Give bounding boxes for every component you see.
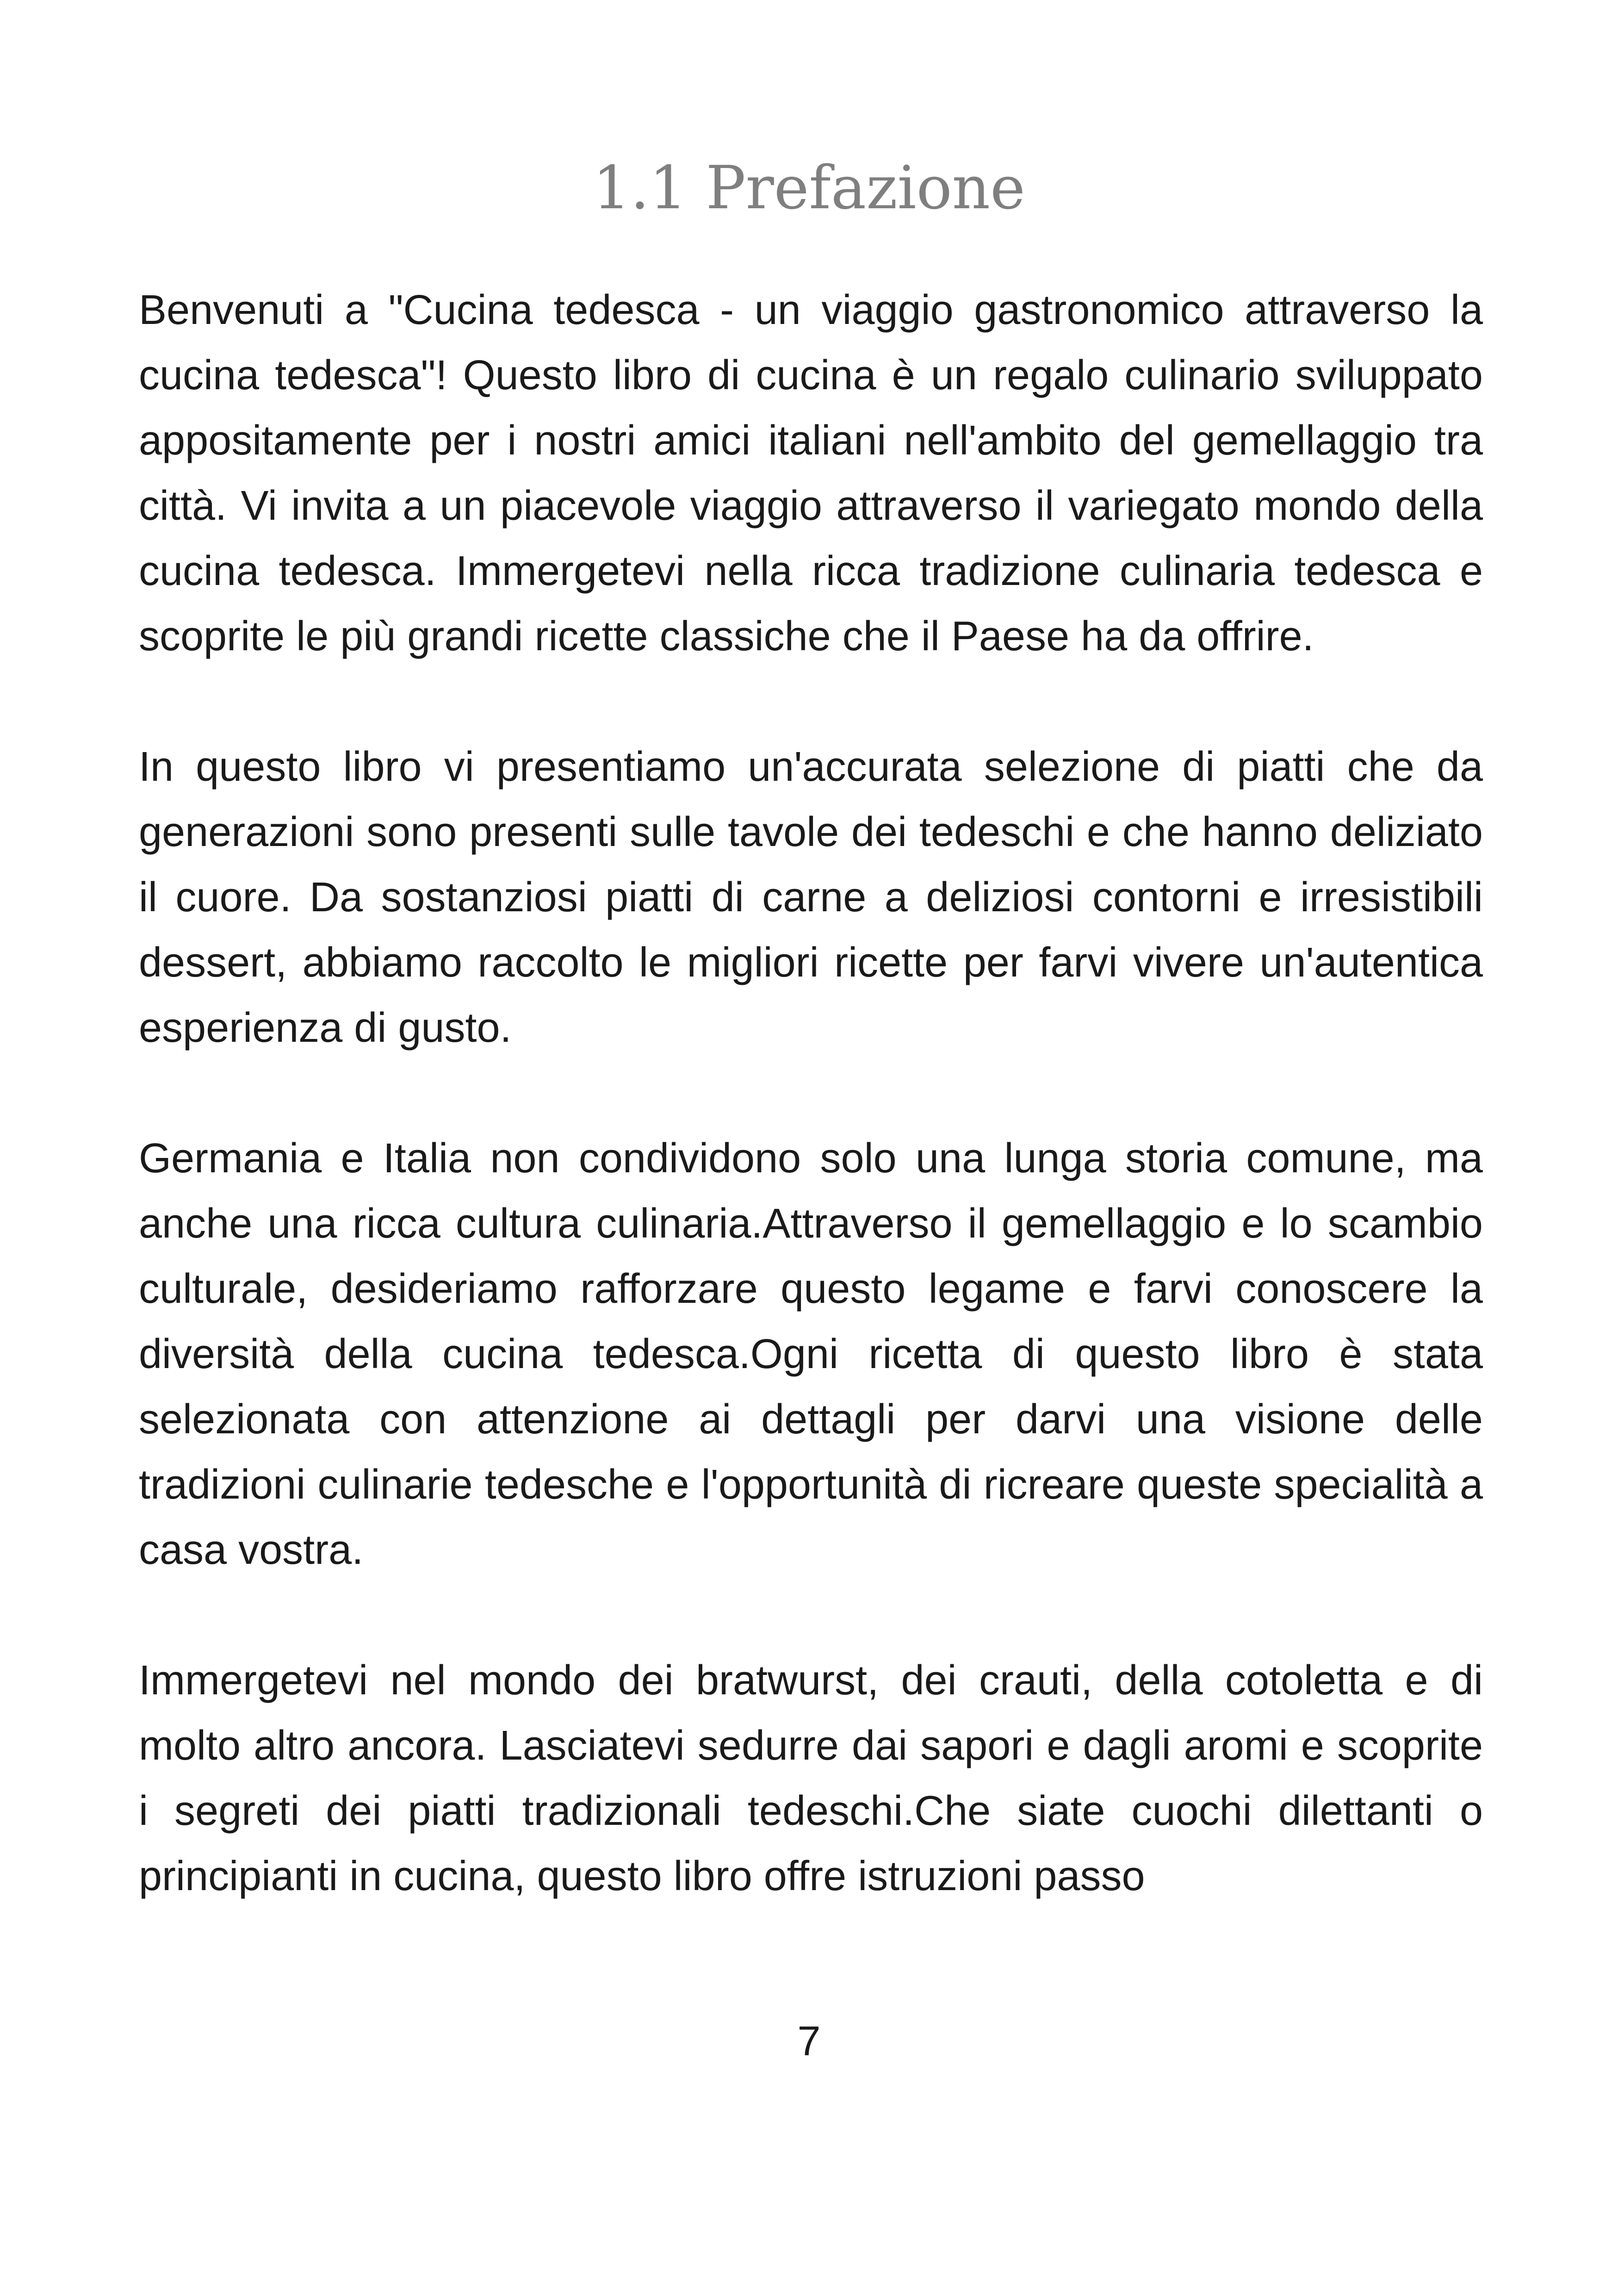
body-text xyxy=(139,278,1483,1909)
page-number: 7 xyxy=(797,2018,821,2065)
section-heading: 1.1 Prefazione xyxy=(593,154,1025,223)
paragraph-4: Immergetevi nel mondo dei bratwurst, dei crauti, della cotoletta e di molto altro ancora. Lasciatevi sedurre dai sapori e dagli aromi e scoprite i segreti dei piatti tradizionali tedeschi.Che siate cuochi dilettanti o principianti in cucina, questo libro offre istruzioni passo xyxy=(139,1657,1483,1899)
paragraph-3: Germania e Italia non condividono solo una lunga storia comune, ma anche una ricca cultura culinaria.Attraverso il gemellaggio e lo scambio culturale, desideriamo rafforzare questo legame e farvi conoscere la diversità della cucina tedesca.Ogni ricetta di questo libro è stata selezionata con attenzione ai dettagli per darvi una visione delle tradizioni culinarie tedesche e l'opportunità di ricreare queste specialità a casa vostra. xyxy=(139,1135,1483,1573)
paragraph-1: Benvenuti a "Cucina tedesca - un viaggio gastronomico attraverso la cucina tedesca"! Questo libro di cucina è un regalo culinario sviluppato appositamente per i nostri amici italiani nell'ambito del gemellaggio tra città. Vi invita a un piacevole viaggio attraverso il variegato mondo della cucina tedesca. Immergetevi nella ricca tradizione culinaria tedesca e scoprite le più grandi ricette classiche che il Paese ha da offrire. xyxy=(139,287,1483,660)
paragraph-2: In questo libro vi presentiamo un'accurata selezione di piatti che da generazioni sono presenti sulle tavole dei tedeschi e che hanno deliziato il cuore. Da sostanziosi piatti di carne a deliziosi contorni e irresistibili dessert, abbiamo raccolto le migliori ricette per farvi vivere un'autentica esperienza di gusto. xyxy=(139,744,1483,1051)
